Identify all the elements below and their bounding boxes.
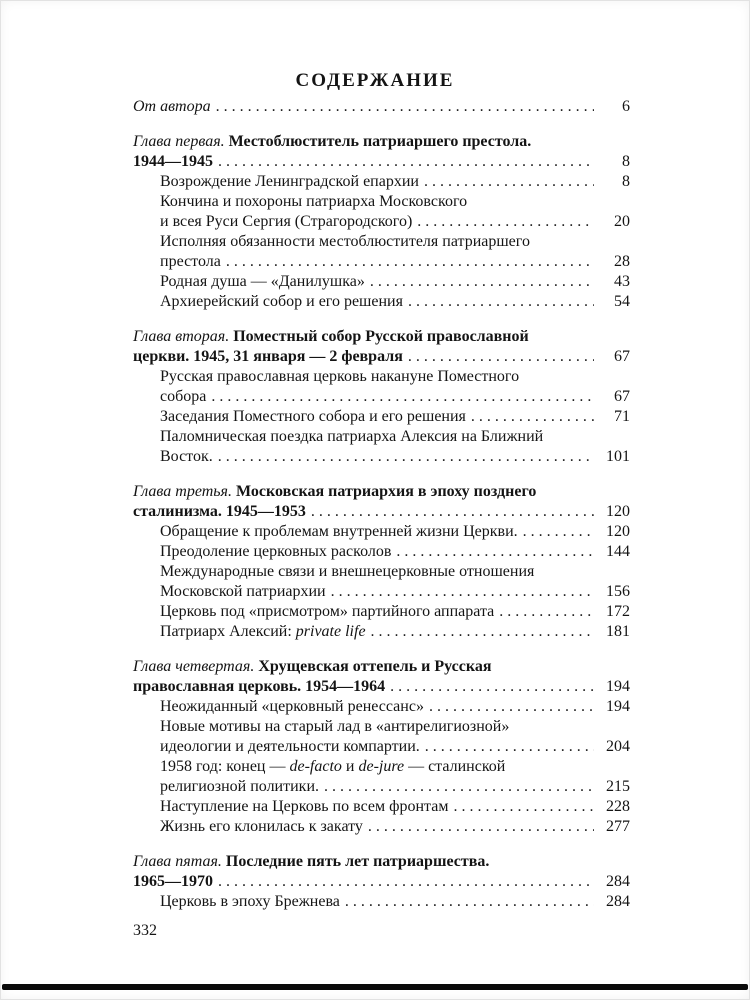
toc-line xyxy=(160,562,630,582)
toc-text-segment: Преодоление церковных расколов xyxy=(160,543,392,560)
toc-entry xyxy=(133,852,630,892)
toc-line xyxy=(160,542,630,562)
toc-text xyxy=(160,252,221,272)
toc-line xyxy=(160,407,630,427)
toc-line xyxy=(160,757,630,777)
toc-text xyxy=(133,328,529,345)
dot-leader xyxy=(226,252,594,272)
toc-text xyxy=(160,407,466,427)
toc-text xyxy=(160,777,319,797)
toc-text xyxy=(160,387,206,407)
toc-line xyxy=(160,212,630,232)
toc-line xyxy=(133,677,630,697)
toc-line xyxy=(133,132,630,152)
toc-entry xyxy=(133,817,630,837)
toc-page-number: 67 xyxy=(614,388,630,405)
toc-text-segment: Жизнь его клонилась к закату xyxy=(160,818,363,835)
toc-line xyxy=(133,152,630,172)
scan-edge-bar xyxy=(2,984,748,990)
toc-text-segment: От автора xyxy=(133,98,211,115)
page-title: СОДЕРЖАНИЕ xyxy=(295,69,455,91)
toc-text-segment: Глава вторая. xyxy=(133,328,234,345)
dot-leader xyxy=(523,522,594,542)
dot-leader xyxy=(390,677,594,697)
toc-line xyxy=(160,172,630,192)
toc-page-number: 120 xyxy=(606,503,630,520)
toc-entry xyxy=(133,232,630,272)
toc-page-number: 54 xyxy=(614,293,630,310)
toc-text-segment: Глава пятая. xyxy=(133,853,226,870)
toc-line xyxy=(133,347,630,367)
toc-text xyxy=(160,212,412,232)
toc-text xyxy=(160,292,403,312)
toc-entry xyxy=(133,132,630,172)
toc-text-segment: Церковь в эпоху Брежнева xyxy=(160,893,340,910)
toc-page-number: 8 xyxy=(622,153,630,170)
dot-leader xyxy=(371,622,594,642)
toc-text-segment: Патриарх Алексий: xyxy=(160,623,296,640)
toc-text-segment: престола xyxy=(160,253,221,270)
dot-leader xyxy=(331,582,594,602)
toc-page-number: 101 xyxy=(606,448,630,465)
toc-text-segment: Глава третья. xyxy=(133,483,236,500)
toc-entry xyxy=(133,622,630,642)
dot-leader xyxy=(429,697,594,717)
toc-line xyxy=(160,232,630,252)
toc-text-segment: Заседания Поместного собора и его решения xyxy=(160,408,466,425)
toc-text-segment: Последние пять лет патриаршества. xyxy=(225,853,490,870)
toc-entry xyxy=(133,272,630,292)
toc-text-segment: Московская патриархия в эпоху позднего xyxy=(235,483,537,500)
toc-line xyxy=(160,892,630,912)
dot-leader xyxy=(218,447,594,467)
toc-text xyxy=(160,582,326,602)
toc-entry xyxy=(133,327,630,367)
toc-page-number: 20 xyxy=(614,213,630,230)
toc-text xyxy=(133,483,536,500)
toc-text-segment: Паломническая поездка патриарха Алексия на Ближний xyxy=(160,428,544,445)
toc-line xyxy=(160,777,630,797)
toc-page-number: 67 xyxy=(614,348,630,365)
toc-line xyxy=(160,582,630,602)
toc-line xyxy=(160,272,630,292)
toc-text-segment: Поместный собор Русской православной xyxy=(233,328,529,345)
toc-page-number: 6 xyxy=(622,98,630,115)
toc-line xyxy=(133,482,630,502)
toc-text xyxy=(160,542,391,562)
toc-page-number: 228 xyxy=(606,798,630,815)
toc-page-number: 194 xyxy=(606,698,630,715)
toc-line xyxy=(160,292,630,312)
toc-text xyxy=(160,563,534,580)
dot-leader xyxy=(311,502,594,522)
toc-text-segment: private life xyxy=(295,623,366,640)
toc-line xyxy=(160,252,630,272)
toc-text-segment: de-facto xyxy=(289,758,342,775)
toc-page-number: 156 xyxy=(606,583,630,600)
toc-page-number: 204 xyxy=(606,738,630,755)
toc-line xyxy=(160,717,630,737)
toc-page-number: 215 xyxy=(606,778,630,795)
dot-leader xyxy=(211,387,594,407)
toc-text-segment: de-jure xyxy=(358,758,405,775)
toc-page-number: 144 xyxy=(606,543,630,560)
toc-text-segment: Неожиданный «церковный ренессанс» xyxy=(160,698,424,715)
toc-page-number: 284 xyxy=(606,893,630,910)
toc-page-number: 181 xyxy=(606,623,630,640)
toc-text xyxy=(160,428,543,445)
toc-text-segment: церкви. 1945, 31 января — 2 февраля xyxy=(133,348,403,365)
toc-entry xyxy=(133,797,630,817)
toc-entry xyxy=(133,292,630,312)
dot-leader xyxy=(425,737,594,757)
toc-text-segment: Русская православная церковь накануне Поместного xyxy=(160,368,520,385)
toc-line xyxy=(160,427,630,447)
toc-text xyxy=(160,193,467,210)
toc-text-segment: Глава четвертая. xyxy=(133,658,259,675)
toc-text xyxy=(160,697,424,717)
dot-leader xyxy=(499,602,594,622)
toc-text xyxy=(160,522,518,542)
table-of-contents xyxy=(133,97,630,912)
dot-leader xyxy=(396,542,594,562)
toc-text xyxy=(160,797,448,817)
toc-text-segment: Хрущевская оттепель и Русская xyxy=(258,658,492,675)
toc-line xyxy=(160,697,630,717)
toc-line xyxy=(160,192,630,212)
toc-text xyxy=(133,658,491,675)
folio-number: 332 xyxy=(133,922,157,939)
dot-leader xyxy=(424,172,594,192)
toc-page-number: 43 xyxy=(614,273,630,290)
toc-entry xyxy=(133,542,630,562)
toc-entry xyxy=(133,717,630,757)
toc-text-segment: собора xyxy=(160,388,207,405)
toc-text-segment: Глава первая. xyxy=(133,133,229,150)
toc-line xyxy=(133,657,630,677)
toc-line xyxy=(133,502,630,522)
toc-text xyxy=(160,817,363,837)
dot-leader xyxy=(408,292,594,312)
toc-text-segment: Архиерейский собор и его решения xyxy=(160,293,403,310)
toc-page-number: 277 xyxy=(606,818,630,835)
toc-line xyxy=(133,97,630,117)
toc-text-segment: религиозной политики. xyxy=(160,778,320,795)
toc-text xyxy=(160,718,509,735)
toc-line xyxy=(160,387,630,407)
toc-entry xyxy=(133,482,630,522)
toc-text xyxy=(133,853,489,870)
toc-text-segment: сталинизма. 1945—1953 xyxy=(133,503,306,520)
toc-entry xyxy=(133,657,630,697)
toc-line xyxy=(160,602,630,622)
toc-text-segment: Возрождение Ленинградской епархии xyxy=(160,173,419,190)
toc-page-number: 28 xyxy=(614,253,630,270)
dot-leader xyxy=(324,777,594,797)
toc-line xyxy=(160,622,630,642)
toc-line xyxy=(133,327,630,347)
toc-line xyxy=(133,852,630,872)
toc-entry xyxy=(133,522,630,542)
toc-text-segment: Московской патриархии xyxy=(160,583,326,600)
toc-text xyxy=(160,233,530,250)
toc-text-segment: — сталинской xyxy=(404,758,506,775)
toc-page-number: 120 xyxy=(606,523,630,540)
toc-text-segment: 1958 год: конец — xyxy=(160,758,290,775)
toc-text-segment: и xyxy=(341,758,359,775)
toc-text xyxy=(160,602,494,622)
toc-page-number: 172 xyxy=(606,603,630,620)
toc-page-number: 284 xyxy=(606,873,630,890)
toc-entry xyxy=(133,427,630,467)
toc-text-segment: и всея Руси Сергия (Страгородского) xyxy=(160,213,413,230)
toc-text xyxy=(160,447,213,467)
toc-line xyxy=(133,872,630,892)
toc-text xyxy=(133,97,211,117)
toc-entry xyxy=(133,97,630,117)
toc-text xyxy=(160,892,340,912)
toc-text xyxy=(133,152,213,172)
toc-text-segment: Новые мотивы на старый лад в «антирелигиозной» xyxy=(160,718,510,735)
toc-entry xyxy=(133,892,630,912)
toc-entry xyxy=(133,192,630,232)
dot-leader xyxy=(453,797,594,817)
toc-text xyxy=(133,502,306,522)
dot-leader xyxy=(471,407,594,427)
toc-page-number: 8 xyxy=(622,173,630,190)
dot-leader xyxy=(345,892,594,912)
toc-text-segment: Исполняя обязанности местоблюстителя патриаршего xyxy=(160,233,530,250)
toc-entry xyxy=(133,562,630,602)
toc-text xyxy=(160,172,419,192)
toc-text xyxy=(133,347,403,367)
dot-leader xyxy=(408,347,594,367)
toc-text-segment: Восток. xyxy=(160,448,213,465)
toc-text xyxy=(133,872,213,892)
toc-text-segment: Международные связи и внешнецерковные отношения xyxy=(160,563,535,580)
toc-text-segment: Кончина и похороны патриарха Московского xyxy=(160,193,468,210)
toc-text xyxy=(160,272,365,292)
toc-text-segment: православная церковь. 1954—1964 xyxy=(133,678,386,695)
toc-text-segment: Местоблюститель патриаршего престола. xyxy=(228,133,532,150)
dot-leader xyxy=(218,152,594,172)
dot-leader xyxy=(417,212,594,232)
toc-text xyxy=(160,737,420,757)
toc-entry xyxy=(133,407,630,427)
toc-text-segment: 1965—1970 xyxy=(133,873,213,890)
toc-text-segment: Наступление на Церковь по всем фронтам xyxy=(160,798,449,815)
toc-entry xyxy=(133,172,630,192)
toc-entry xyxy=(133,757,630,797)
toc-text xyxy=(133,133,531,150)
toc-line xyxy=(160,367,630,387)
toc-line xyxy=(160,522,630,542)
toc-entry xyxy=(133,367,630,407)
toc-entry xyxy=(133,602,630,622)
toc-line xyxy=(160,737,630,757)
toc-text-segment: Обращение к проблемам внутренней жизни Церкви. xyxy=(160,523,518,540)
toc-line xyxy=(160,447,630,467)
dot-leader xyxy=(218,872,594,892)
toc-text xyxy=(133,677,385,697)
dot-leader xyxy=(216,97,594,117)
toc-text-segment: Церковь под «присмотром» партийного аппарата xyxy=(160,603,495,620)
toc-text xyxy=(160,368,519,385)
dot-leader xyxy=(368,817,594,837)
toc-line xyxy=(160,797,630,817)
toc-text-segment: 1944—1945 xyxy=(133,153,213,170)
toc-text-segment: идеологии и деятельности компартии. xyxy=(160,738,420,755)
toc-line xyxy=(160,817,630,837)
dot-leader xyxy=(370,272,594,292)
toc-page-number: 71 xyxy=(614,408,630,425)
toc-entry xyxy=(133,697,630,717)
toc-text xyxy=(160,758,505,775)
toc-page-number: 194 xyxy=(606,678,630,695)
toc-text-segment: Родная душа — «Данилушка» xyxy=(160,273,365,290)
toc-text xyxy=(160,622,366,642)
